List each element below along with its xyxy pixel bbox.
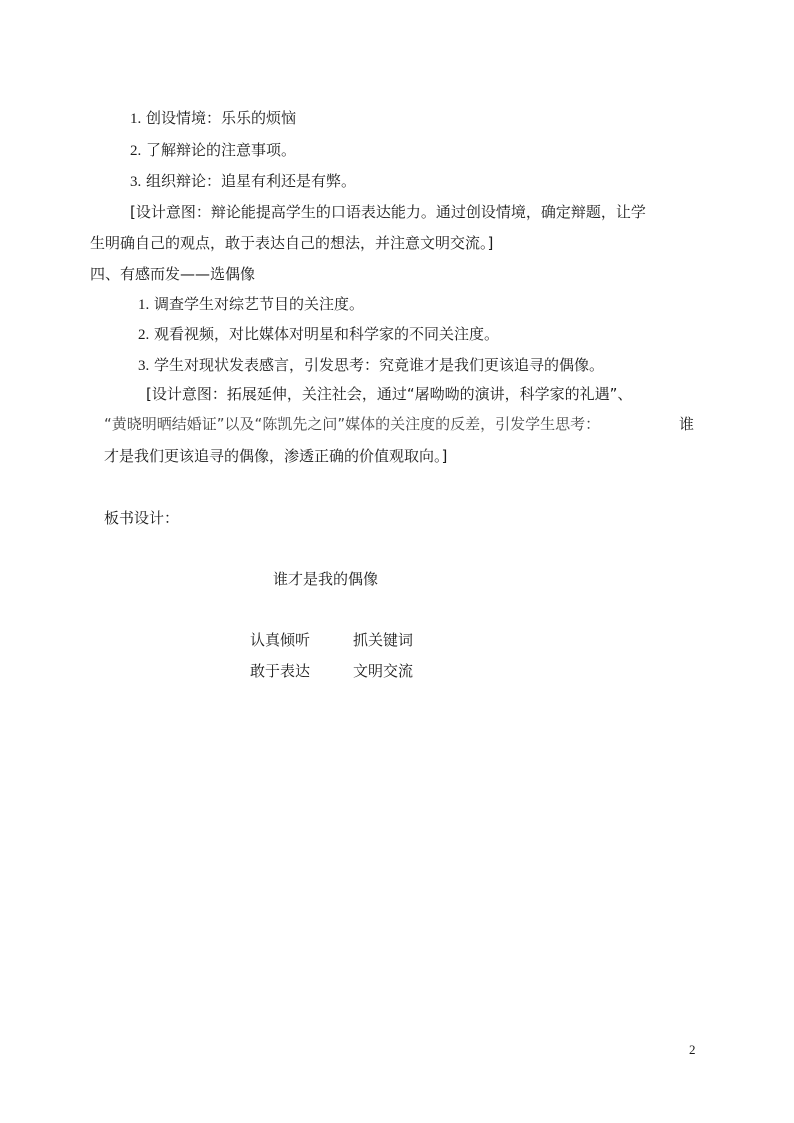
- list-item: [130, 140, 296, 161]
- list-item: [138, 355, 604, 376]
- list-text: 创设情境：乐乐的烦恼: [146, 109, 297, 127]
- board-keyword: 敢于表达: [250, 662, 311, 680]
- list-text: 调查学生对综艺节目的关注度。: [154, 295, 365, 313]
- design-intent-line: 才是我们更该追寻的偶像，渗透正确的价值观取向。]: [104, 447, 448, 465]
- list-number: 2.: [138, 327, 150, 343]
- list-text: 组织辩论：追星有利还是有弊。: [146, 172, 357, 190]
- design-intent-line: “黄晓明晒结婚证”以及“陈凯先之问”媒体的关注度的反差，引发学生思考：: [104, 415, 601, 433]
- list-number: 3.: [130, 174, 142, 190]
- list-text: 了解辩论的注意事项。: [146, 141, 297, 159]
- list-number: 1.: [138, 297, 150, 313]
- section-heading: 四、有感而发——选偶像: [90, 265, 256, 283]
- list-number: 1.: [130, 111, 142, 127]
- list-text: 学生对现状发表感言，引发思考：究竟谁才是我们更该追寻的偶像。: [154, 356, 605, 374]
- list-item: [138, 324, 499, 345]
- board-keyword: 认真倾听: [250, 631, 311, 649]
- list-item: [130, 108, 296, 129]
- list-number: 3.: [138, 358, 150, 374]
- list-text: 观看视频，对比媒体对明星和科学家的不同关注度。: [154, 325, 500, 343]
- page-number: 2: [689, 1042, 696, 1057]
- design-intent-line: 谁: [679, 415, 695, 433]
- design-intent-line: [设计意图：拓展延伸，关注社会，通过“屠呦呦的演讲，科学家的礼遇”、: [146, 385, 633, 403]
- design-intent-line: 生明确自己的观点，敢于表达自己的想法，并注意文明交流。]: [90, 234, 494, 252]
- board-keyword: 抓关键词: [353, 631, 414, 649]
- list-number: 2.: [130, 143, 142, 159]
- board-keyword: 文明交流: [353, 662, 414, 680]
- board-title: 谁才是我的偶像: [273, 570, 379, 588]
- board-design-label: 板书设计：: [104, 509, 180, 527]
- design-intent-line: [设计意图：辩论能提高学生的口语表达能力。通过创设情境，确定辩题，让学: [130, 203, 646, 221]
- list-item: [130, 171, 356, 192]
- list-item: [138, 294, 364, 315]
